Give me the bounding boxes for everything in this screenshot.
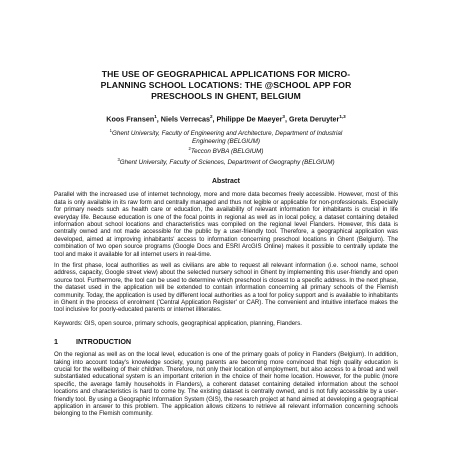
body-paragraph: On the regional as well as on the local level, education is one of the primary goals of policy in Flanders (Belgium). In addition, taking into account today's knowledge society, young parents are becoming more convinced that high quality education is crucial for the wellbeing of their children. Therefore, not only their location of employment, but also access to a broad and well substantiated educational system is an important criterion in the choice of their home location. However, for the public (more specific, the average family households in Flanders), a coherent dataset containing detailed information about the school locations and characteristics is hard to come by. The existing dataset is centrally owned, and is not fully accessible by a user-friendly tool. By using a Geographic Information System (GIS), the research project at hand aimed at developing a geographical application in answer to this problem. The application allows citizens to retrieve all relevant information concerning schools belonging to the Flemish community. <box>54 351 398 418</box>
affiliation <box>54 145 398 156</box>
author-affil-mark: 3 <box>282 114 285 119</box>
keywords: Keywords: GIS, open source, primary schools, geographical application, planning, Flanders. <box>54 319 302 327</box>
author-name: Koos Fransen <box>106 114 155 124</box>
author-name: Niels Verrecas <box>160 114 210 124</box>
section-title: INTRODUCTION <box>76 337 132 347</box>
author-name: Philippe De Maeyer <box>216 114 283 124</box>
title-line: PLANNING SCHOOL LOCATIONS: THE @SCHOOL APP FOR <box>100 80 352 90</box>
paper-title <box>54 69 398 102</box>
author-list: Koos Fransen$^1$, Niels Verrecas$^2$, Philippe De Maeyer$^3$, Greta Deruyter$^{1,3}$ <box>106 114 346 124</box>
affiliation-line: Ghent University, Faculty of Sciences, Department of Geography (BELGIUM) <box>119 158 335 166</box>
author-affil-mark: 1 <box>154 114 157 119</box>
affiliation-mark: 1 <box>109 128 113 134</box>
affiliation-line: Teccon BVBA (BELGIUM) <box>190 148 264 156</box>
affiliation-line: Engineering (BELGIUM) <box>192 137 260 145</box>
affiliation-mark: 2 <box>188 146 191 152</box>
title-line: THE USE OF GEOGRAPHICAL APPLICATIONS FOR MICRO- <box>101 69 351 79</box>
section-heading <box>54 337 398 346</box>
affiliation <box>54 127 398 138</box>
abstract-paragraph: In the first phase, local authorities as well as civilians are able to request all relevant information (i.e. school name, school address, capacity, Google street view) about the selected nursery school in Ghent by implementing this user-friendly and open source tool. Furthermore, the tool can be used to determine which preschool is closest to a specific address. In the next phase, the dataset used in the application will be extended to contain information concerning all primary schools of the Flemish community. Today, the application is used by different local authorities as a tool for policy support and is available to inhabitants in Ghent in the process of enrolment ('Central Application Register' or CAR). The convenient and intuitive interface makes the tool inclusive for poorly-educated parents or internet illiterates. <box>54 261 398 314</box>
abstract-heading: Abstract <box>212 178 240 186</box>
affiliation-mark: 3 <box>117 156 120 162</box>
section-number: 1 <box>54 337 58 347</box>
title-line: PRESCHOOLS IN GHENT, BELGIUM <box>151 91 301 101</box>
author-affil-mark: 1,3 <box>339 114 346 119</box>
affiliation-list <box>54 127 398 166</box>
abstract-paragraph: Parallel with the increased use of internet technology, more and more data becomes freely accessible. However, most of this data is only available in its raw form and centrally managed and thus not legible or applicable for non-professionals. Especially for primary needs such as health care or education, the availability of relevant information for inhabitants is crucial in life everyday life. Because education is one of the focal points in regional as well as in local policy, a dataset containing detailed information about school locations and characteristics was compiled on the regional level Flanders. However, this data is centrally owned and not made accessible for the public by a user-friendly tool. Therefore, a geographical application was developed, aimed at improving inhabitants' access to information concerning preschool locations in Ghent (Belgium). The combination of two open source programs (Google Docs and ESRI ArcGIS Online) makes it possible to centrally update the tool and make it available for all internet users in real-time. <box>54 191 398 258</box>
affiliation-line: Ghent University, Faculty of Engineering and Architecture, Department of Industrial <box>112 130 343 138</box>
author-name: Greta Deruyter <box>288 114 340 124</box>
author-affil-mark: 2 <box>209 114 213 119</box>
affiliation <box>54 156 398 167</box>
